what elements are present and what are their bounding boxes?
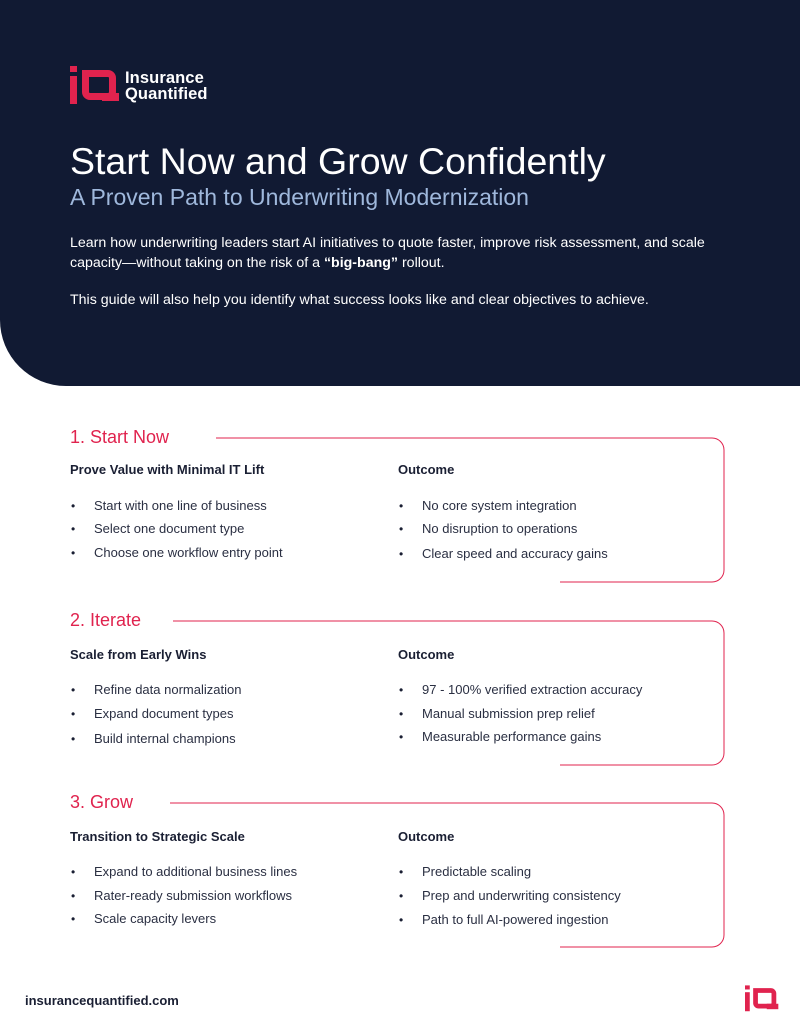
left-column-heading: Transition to Strategic Scale [70,829,245,844]
intro-bold-text: “big-bang” [323,255,399,271]
list-item: • Scale capacity levers [94,911,216,927]
intro-paragraph [70,233,730,273]
list-item: • Expand document types [94,706,233,722]
list-item: • Prep and underwriting consistency [422,888,621,904]
list-item: • Refine data normalization [94,682,241,698]
right-column-heading: Outcome [398,462,455,477]
list-item: • Start with one line of business [94,498,267,514]
intro-text-end: rollout. [398,255,445,271]
list-item: • Select one document type [94,521,244,537]
section-title: 2. Iterate [70,610,142,630]
brand-name-line2: Quantified [125,85,208,103]
section-iterate [0,609,800,769]
list-item: • Manual submission prep relief [422,706,595,722]
section-title: 1. Start Now [70,427,170,447]
footer-website-link[interactable]: insurancequantified.com [25,993,179,1008]
hero-banner [0,0,800,386]
section-grow [0,791,800,951]
list-item: • Path to full AI-powered ingestion [422,912,608,928]
list-item: • Build internal champions [94,731,236,747]
list-item: • No disruption to operations [422,521,577,537]
section-start-now [0,426,800,586]
section-title: 3. Grow [70,792,134,812]
list-item: • Clear speed and accuracy gains [422,546,608,562]
brand-logo [70,66,208,106]
brand-name-line1: Insurance [125,69,204,87]
list-item: • 97 - 100% verified extraction accuracy [422,682,642,698]
page-title: Start Now and Grow Confidently [70,140,606,182]
list-item: • No core system integration [422,498,577,514]
left-column-heading: Prove Value with Minimal IT Lift [70,462,265,477]
list-item: • Predictable scaling [422,864,531,880]
iq-mark-icon [745,985,779,1013]
right-column-heading: Outcome [398,829,455,844]
iq-logo-icon [70,66,120,106]
list-item: • Measurable performance gains [422,729,601,745]
left-column-heading: Scale from Early Wins [70,647,207,662]
page-subtitle: A Proven Path to Underwriting Modernization [70,184,529,210]
right-column-heading: Outcome [398,647,455,662]
intro-text-start: Learn how underwriting leaders start AI initiatives to quote faster, improve risk assessment, and scale capacity—without taking on the risk of a [70,235,705,271]
list-item: • Rater-ready submission workflows [94,888,292,904]
list-item: • Expand to additional business lines [94,864,297,880]
list-item: • Choose one workflow entry point [94,545,283,561]
guide-paragraph: This guide will also help you identify what success looks like and clear objectives to achieve. [70,292,649,308]
